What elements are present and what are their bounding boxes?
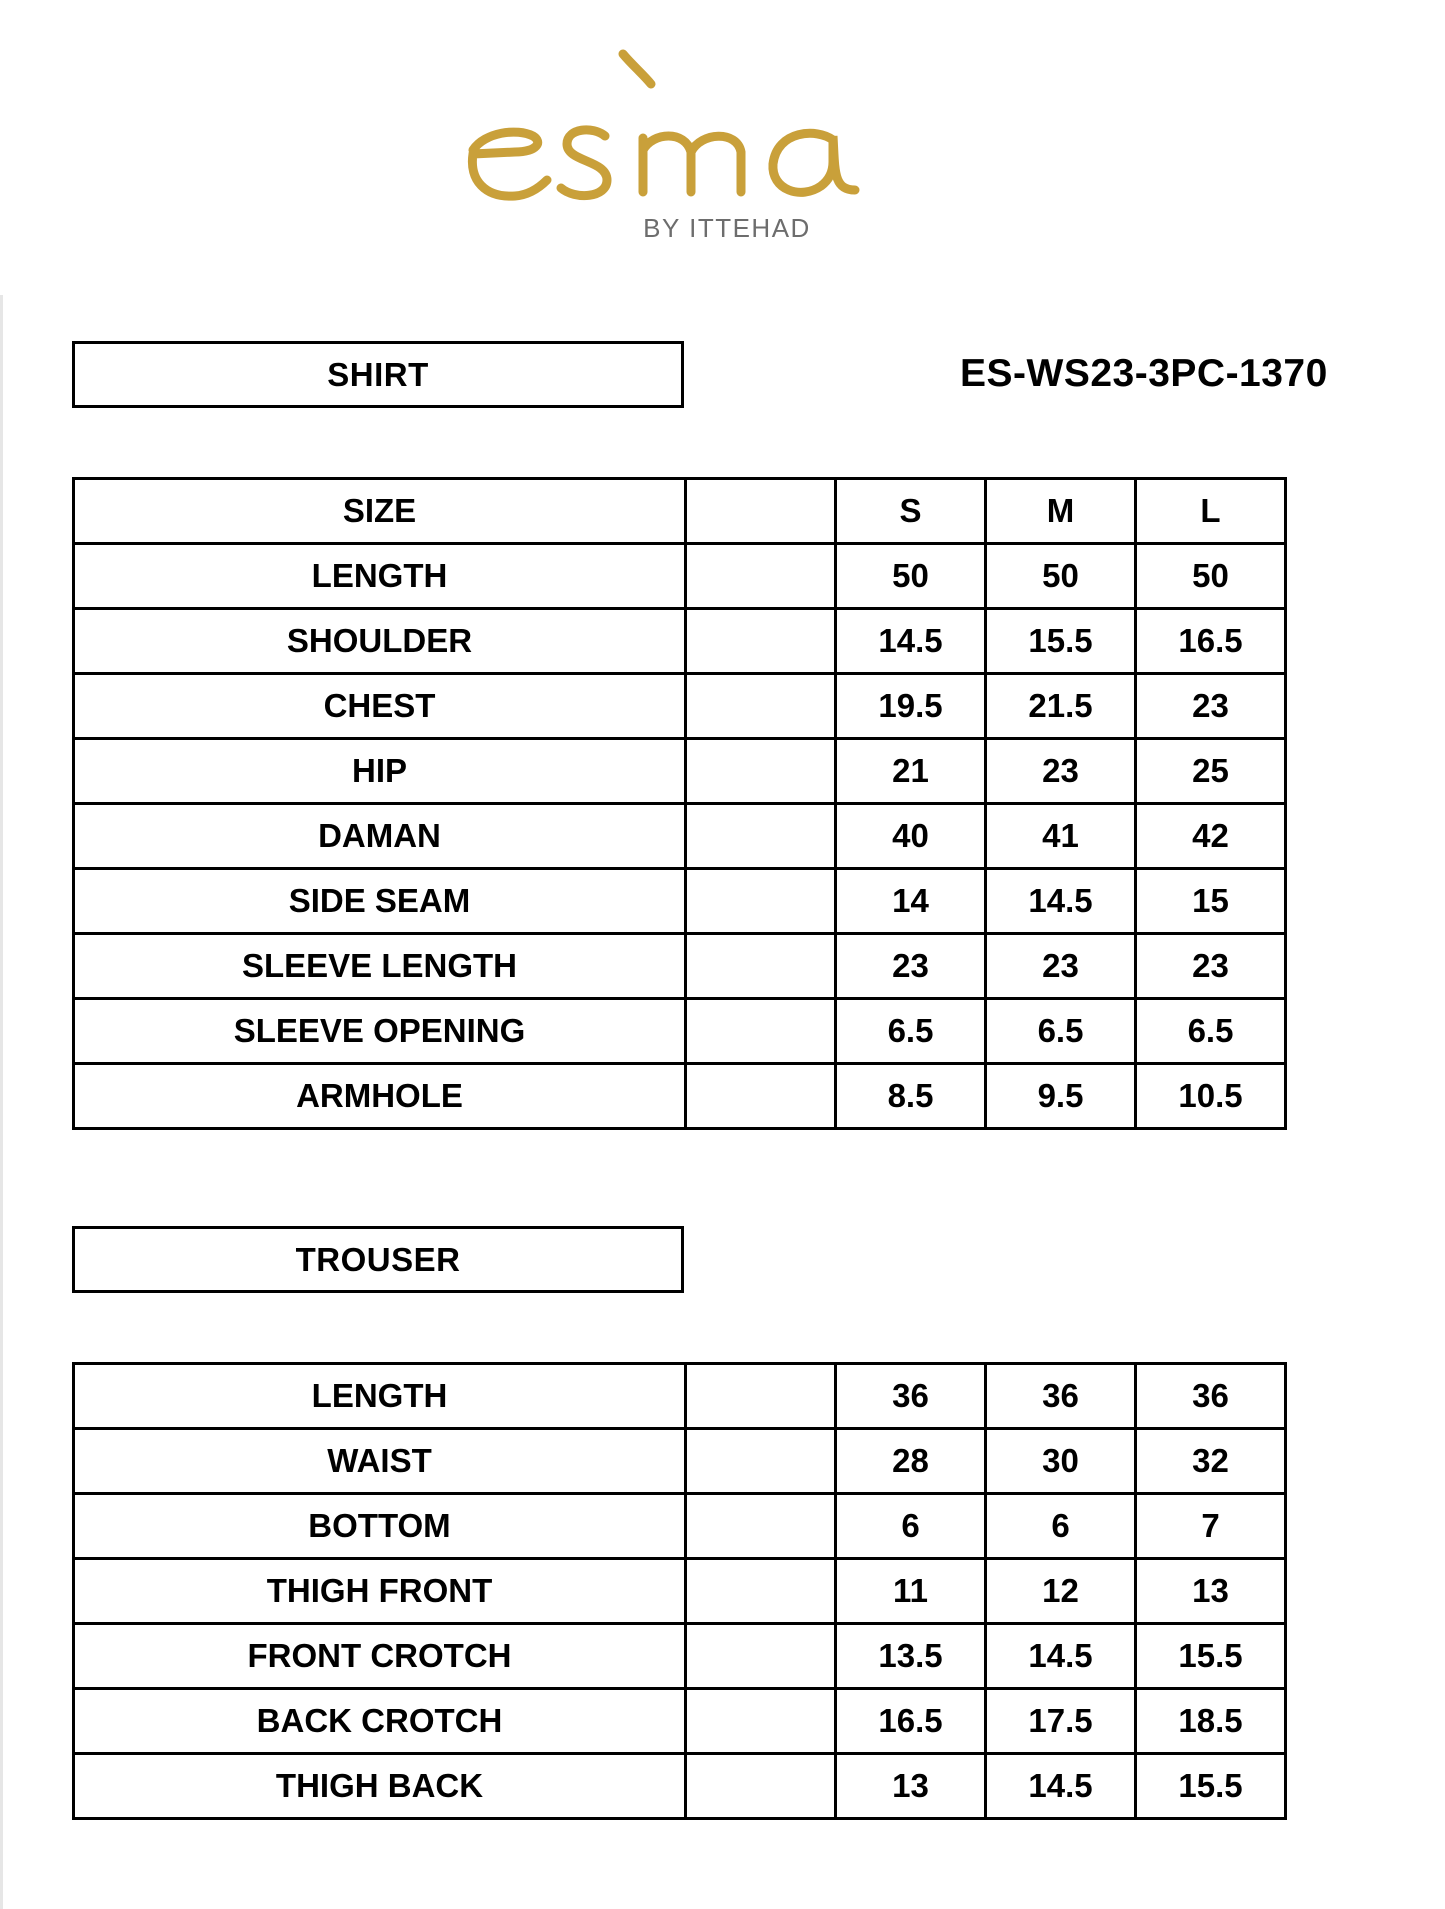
value-l: 15 bbox=[1136, 869, 1286, 934]
table-header-row bbox=[74, 479, 1286, 544]
empty-cell bbox=[686, 739, 836, 804]
empty-cell bbox=[686, 804, 836, 869]
table-row bbox=[74, 1559, 1286, 1624]
value-s: 23 bbox=[836, 934, 986, 999]
value-m: 41 bbox=[986, 804, 1136, 869]
empty-cell bbox=[686, 999, 836, 1064]
value-m: 36 bbox=[986, 1364, 1136, 1429]
brand-logo bbox=[455, 40, 995, 240]
value-m: 6.5 bbox=[986, 999, 1136, 1064]
row-label: SIDE SEAM bbox=[74, 869, 686, 934]
row-label: BOTTOM bbox=[74, 1494, 686, 1559]
value-m: 50 bbox=[986, 544, 1136, 609]
value-m: 9.5 bbox=[986, 1064, 1136, 1129]
row-label: HIP bbox=[74, 739, 686, 804]
row-label: CHEST bbox=[74, 674, 686, 739]
empty-cell bbox=[686, 1624, 836, 1689]
value-s: 16.5 bbox=[836, 1689, 986, 1754]
value-s: 6 bbox=[836, 1494, 986, 1559]
value-m: 6 bbox=[986, 1494, 1136, 1559]
empty-cell bbox=[686, 869, 836, 934]
row-label: BACK CROTCH bbox=[74, 1689, 686, 1754]
value-m: 14.5 bbox=[986, 1624, 1136, 1689]
value-s: 11 bbox=[836, 1559, 986, 1624]
table-row bbox=[74, 1494, 1286, 1559]
value-s: 50 bbox=[836, 544, 986, 609]
size-header-label: SIZE bbox=[74, 479, 686, 544]
value-s: 19.5 bbox=[836, 674, 986, 739]
table-row bbox=[74, 739, 1286, 804]
row-label: SHOULDER bbox=[74, 609, 686, 674]
row-label: SLEEVE OPENING bbox=[74, 999, 686, 1064]
row-label: DAMAN bbox=[74, 804, 686, 869]
value-s: 40 bbox=[836, 804, 986, 869]
value-m: 15.5 bbox=[986, 609, 1136, 674]
value-s: 14.5 bbox=[836, 609, 986, 674]
value-m: 21.5 bbox=[986, 674, 1136, 739]
table-row bbox=[74, 544, 1286, 609]
value-l: 23 bbox=[1136, 674, 1286, 739]
table-row bbox=[74, 609, 1286, 674]
row-label: LENGTH bbox=[74, 544, 686, 609]
empty-cell bbox=[686, 544, 836, 609]
value-l: 10.5 bbox=[1136, 1064, 1286, 1129]
value-l: 23 bbox=[1136, 934, 1286, 999]
value-s: 14 bbox=[836, 869, 986, 934]
value-s: 21 bbox=[836, 739, 986, 804]
value-l: 15.5 bbox=[1136, 1754, 1286, 1819]
value-s: 6.5 bbox=[836, 999, 986, 1064]
value-l: 36 bbox=[1136, 1364, 1286, 1429]
value-s: 13.5 bbox=[836, 1624, 986, 1689]
trouser-size-table bbox=[72, 1362, 1287, 1820]
table-row bbox=[74, 1689, 1286, 1754]
size-m-header: M bbox=[986, 479, 1136, 544]
product-code: ES-WS23-3PC-1370 bbox=[960, 352, 1328, 395]
empty-cell bbox=[686, 1364, 836, 1429]
value-s: 28 bbox=[836, 1429, 986, 1494]
value-l: 7 bbox=[1136, 1494, 1286, 1559]
row-label: THIGH BACK bbox=[74, 1754, 686, 1819]
empty-cell bbox=[686, 1064, 836, 1129]
value-s: 13 bbox=[836, 1754, 986, 1819]
size-s-header: S bbox=[836, 479, 986, 544]
page-edge-line bbox=[0, 295, 3, 1909]
empty-cell bbox=[686, 934, 836, 999]
shirt-size-table bbox=[72, 477, 1287, 1130]
value-l: 25 bbox=[1136, 739, 1286, 804]
empty-cell bbox=[686, 1689, 836, 1754]
table-row bbox=[74, 1364, 1286, 1429]
empty-cell bbox=[686, 1429, 836, 1494]
empty-cell bbox=[686, 674, 836, 739]
value-m: 17.5 bbox=[986, 1689, 1136, 1754]
table-row bbox=[74, 999, 1286, 1064]
table-row bbox=[74, 934, 1286, 999]
value-l: 50 bbox=[1136, 544, 1286, 609]
row-label: WAIST bbox=[74, 1429, 686, 1494]
table-row bbox=[74, 674, 1286, 739]
empty-cell bbox=[686, 479, 836, 544]
value-l: 6.5 bbox=[1136, 999, 1286, 1064]
value-m: 14.5 bbox=[986, 1754, 1136, 1819]
value-s: 8.5 bbox=[836, 1064, 986, 1129]
value-l: 16.5 bbox=[1136, 609, 1286, 674]
trouser-section-title: TROUSER bbox=[72, 1226, 684, 1293]
value-s: 36 bbox=[836, 1364, 986, 1429]
table-row bbox=[74, 1754, 1286, 1819]
value-m: 14.5 bbox=[986, 869, 1136, 934]
brand-tagline: BY ITTEHAD bbox=[643, 213, 811, 240]
table-row bbox=[74, 804, 1286, 869]
value-m: 23 bbox=[986, 934, 1136, 999]
empty-cell bbox=[686, 1559, 836, 1624]
value-m: 23 bbox=[986, 739, 1136, 804]
table-row bbox=[74, 869, 1286, 934]
value-m: 30 bbox=[986, 1429, 1136, 1494]
table-row bbox=[74, 1624, 1286, 1689]
shirt-section-title: SHIRT bbox=[72, 341, 684, 408]
table-row bbox=[74, 1429, 1286, 1494]
value-l: 42 bbox=[1136, 804, 1286, 869]
row-label: FRONT CROTCH bbox=[74, 1624, 686, 1689]
table-row bbox=[74, 1064, 1286, 1129]
size-l-header: L bbox=[1136, 479, 1286, 544]
empty-cell bbox=[686, 1754, 836, 1819]
value-l: 32 bbox=[1136, 1429, 1286, 1494]
row-label: SLEEVE LENGTH bbox=[74, 934, 686, 999]
row-label: ARMHOLE bbox=[74, 1064, 686, 1129]
row-label: LENGTH bbox=[74, 1364, 686, 1429]
value-l: 13 bbox=[1136, 1559, 1286, 1624]
value-m: 12 bbox=[986, 1559, 1136, 1624]
value-l: 18.5 bbox=[1136, 1689, 1286, 1754]
empty-cell bbox=[686, 1494, 836, 1559]
empty-cell bbox=[686, 609, 836, 674]
value-l: 15.5 bbox=[1136, 1624, 1286, 1689]
row-label: THIGH FRONT bbox=[74, 1559, 686, 1624]
